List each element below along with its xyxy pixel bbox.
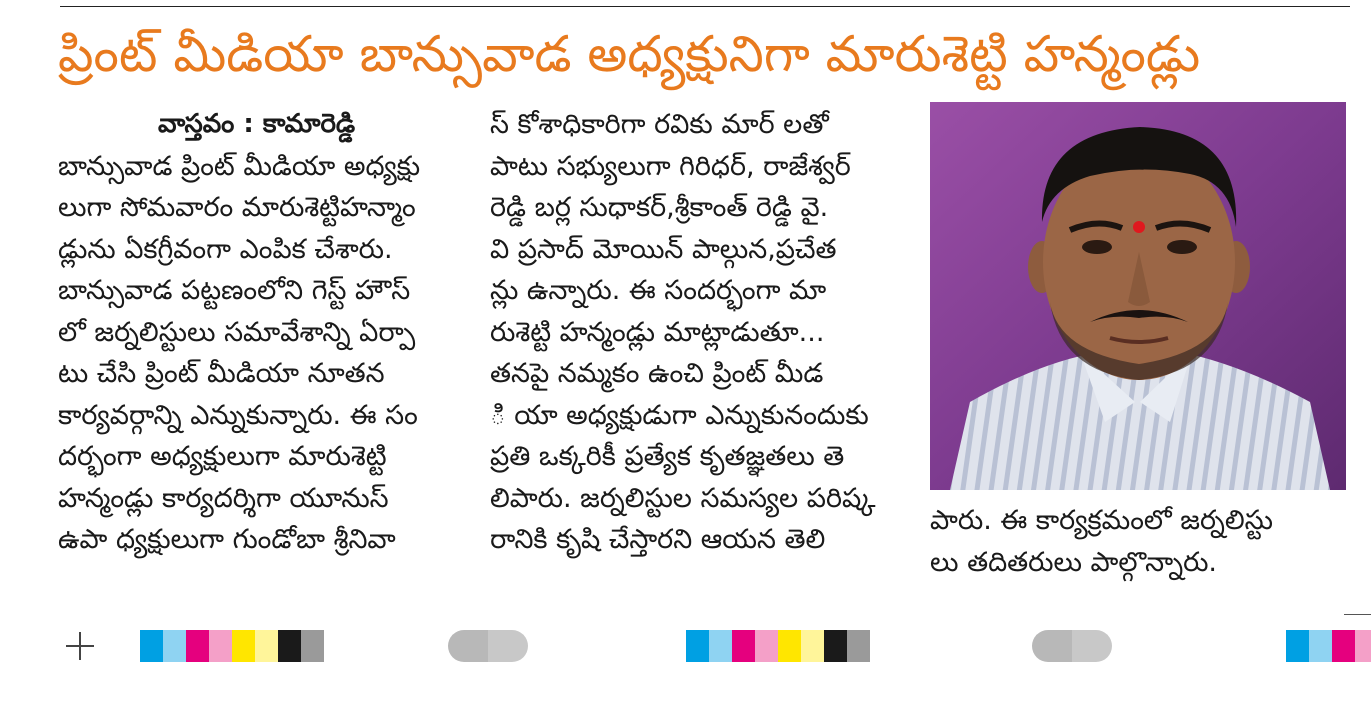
article-line: రానికి కృషి చేస్తారని ఆయన తెలి bbox=[490, 524, 826, 555]
article-line: వి ప్రసాద్ మోయిన్ పాల్గున,ప్రచేత bbox=[490, 233, 837, 265]
portrait-photo bbox=[930, 102, 1346, 490]
article-line: ప్రతి ఒక్కరికీ ప్రత్యేక కృతజ్ఞతలు తె bbox=[490, 441, 845, 472]
article-line: లిపారు. జర్నలిస్టుల సమస్యల పరిష్క bbox=[490, 482, 876, 514]
registration-crosshair-icon bbox=[66, 632, 94, 660]
article-column-3 bbox=[930, 500, 1350, 583]
gray-registration-pill bbox=[1032, 630, 1112, 662]
article-line: హన్మండ్లు కార్యదర్శిగా యూనుస్ bbox=[58, 482, 389, 514]
article-line: డ్లును ఏకగ్రీవంగా ఎంపిక చేశారు. bbox=[58, 233, 393, 265]
article-column-1 bbox=[58, 104, 468, 561]
dateline: వాస్తవం : కామారెడ్డి bbox=[158, 109, 356, 139]
article-line: ి యా అధ్యక్షుడుగా ఎన్నుకునందుకు bbox=[490, 399, 869, 431]
article-line: స్ కోశాధికారిగా రవికు మార్ లతో bbox=[490, 109, 829, 140]
article-line: బాన్సువాడ ప్రింట్ మీడియా అధ్యక్షు bbox=[58, 150, 421, 182]
article-line: పాటు సభ్యులుగా గిరిధర్, రాజేశ్వర్ bbox=[490, 150, 851, 182]
article-column-2 bbox=[490, 104, 910, 561]
article-line: తనపై నమ్మకం ఉంచి ప్రింట్ మీడ bbox=[490, 358, 824, 389]
article-line: దర్భంగా అధ్యక్షులుగా మారుశెట్టి bbox=[58, 441, 387, 472]
article-line: న్లు ఉన్నారు. ఈ సందర్భంగా మా bbox=[490, 275, 827, 306]
article-line: ఉపా ధ్యక్షులుగా గుండోబా శ్రీనివా bbox=[58, 524, 396, 555]
article-line: లుగా సోమవారం మారుశెట్టిహన్మాం bbox=[58, 192, 416, 223]
article-line: పారు. ఈ కార్యక్రమంలో జర్నలిస్టు bbox=[930, 505, 1273, 536]
article-line: టు చేసి ప్రింట్ మీడియా నూతన bbox=[58, 358, 385, 389]
color-registration-bar bbox=[686, 630, 870, 662]
top-rule bbox=[60, 6, 1350, 7]
gray-registration-pill bbox=[448, 630, 528, 662]
color-registration-bar bbox=[1286, 630, 1371, 662]
crop-mark bbox=[1344, 614, 1371, 615]
color-registration-bar bbox=[140, 630, 324, 662]
article-line: లో జర్నలిస్టులు సమావేశాన్ని ఏర్పా bbox=[58, 316, 416, 348]
headline: ప్రింట్ మీడియా బాన్సువాడ అధ్యక్షునిగా మారుశెట్టి హన్మండ్లు bbox=[58, 25, 1201, 83]
article-line: లు తదితరులు పాల్గొన్నారు. bbox=[930, 546, 1217, 578]
article-line: రెడ్డి బర్ల సుధాకర్,శ్రీకాంత్ రెడ్డి వై. bbox=[490, 192, 829, 223]
article-line: బాన్సువాడ పట్టణంలోని గెస్ట్ హౌస్ bbox=[58, 275, 411, 306]
article-line: రుశెట్టి హన్మండ్లు మాట్లాడుతూ... bbox=[490, 316, 825, 348]
article-line: కార్యవర్గాన్ని ఎన్నుకున్నారు. ఈ సం bbox=[58, 399, 418, 431]
